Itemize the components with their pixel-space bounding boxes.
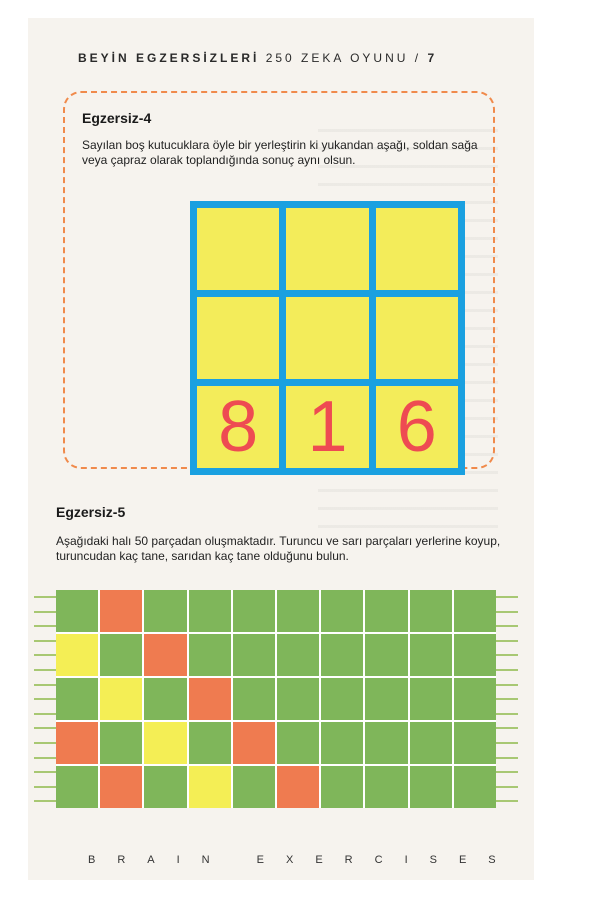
- carpet-tile-orange: [277, 766, 319, 808]
- fringe-thread: [34, 757, 56, 759]
- fringe-thread: [496, 771, 518, 773]
- fringe-thread: [496, 698, 518, 700]
- carpet-tile-green: [454, 590, 496, 632]
- carpet-tile-green: [277, 722, 319, 764]
- magic-cell: [286, 297, 368, 379]
- fringe-thread: [34, 800, 56, 802]
- carpet-tile-green: [233, 766, 275, 808]
- carpet-tile-green: [100, 634, 142, 676]
- magic-cell: 1: [286, 386, 368, 468]
- carpet-tile-yellow: [56, 634, 98, 676]
- carpet-tile-green: [144, 766, 186, 808]
- carpet-tile-green: [454, 766, 496, 808]
- fringe-thread: [496, 654, 518, 656]
- fringe-thread: [496, 800, 518, 802]
- carpet-tile-green: [321, 634, 363, 676]
- carpet-tile-green: [56, 766, 98, 808]
- carpet-tile-green: [321, 678, 363, 720]
- fringe-thread: [34, 654, 56, 656]
- fringe-thread: [34, 669, 56, 671]
- fringe-thread: [34, 611, 56, 613]
- carpet-tile-green: [410, 766, 452, 808]
- fringe-thread: [496, 625, 518, 627]
- carpet-tile-orange: [189, 678, 231, 720]
- fringe-thread: [496, 742, 518, 744]
- exercise5-title: Egzersiz-5: [56, 504, 126, 520]
- magic-cell: [376, 297, 458, 379]
- carpet-tile-green: [410, 678, 452, 720]
- carpet-tile-green: [233, 634, 275, 676]
- fringe-thread: [34, 640, 56, 642]
- carpet-tile-orange: [144, 634, 186, 676]
- carpet-tile-green: [410, 722, 452, 764]
- magic-cell: 8: [197, 386, 279, 468]
- carpet-tile-green: [277, 678, 319, 720]
- carpet-tile-green: [410, 634, 452, 676]
- carpet-tile-orange: [233, 722, 275, 764]
- carpet-tile-green: [56, 590, 98, 632]
- fringe-thread: [496, 713, 518, 715]
- fringe-thread: [34, 684, 56, 686]
- fringe-thread: [496, 684, 518, 686]
- exercise4-text: Sayılan boş kutucuklara öyle bir yerleştirin ki yukandan aşağı, soldan sağa veya çapraz olarak toplandığında sonuç aynı olsun.: [82, 138, 478, 167]
- fringe-thread: [496, 669, 518, 671]
- carpet-tile-green: [321, 766, 363, 808]
- fringe-thread: [496, 640, 518, 642]
- fringe-thread: [34, 771, 56, 773]
- carpet-tile-yellow: [100, 678, 142, 720]
- carpet-fringe-left: [34, 592, 56, 806]
- fringe-thread: [34, 742, 56, 744]
- carpet-tile-green: [277, 590, 319, 632]
- fringe-thread: [496, 596, 518, 598]
- carpet-tile-green: [189, 722, 231, 764]
- carpet-tile-green: [454, 634, 496, 676]
- carpet-tile-green: [321, 722, 363, 764]
- magic-cell: 6: [376, 386, 458, 468]
- carpet-tile-green: [100, 722, 142, 764]
- fringe-thread: [34, 596, 56, 598]
- page-header: [78, 51, 437, 65]
- magic-cell: [376, 208, 458, 290]
- fringe-thread: [496, 757, 518, 759]
- fringe-thread: [496, 611, 518, 613]
- carpet-tile-green: [365, 590, 407, 632]
- page-footer: BRAIN EXERCISES: [88, 854, 518, 866]
- magic-cell: [197, 297, 279, 379]
- carpet-tile-green: [189, 590, 231, 632]
- magic-square-grid: [190, 201, 465, 475]
- carpet-tile-green: [365, 678, 407, 720]
- carpet-tile-green: [365, 766, 407, 808]
- carpet-tile-green: [365, 634, 407, 676]
- carpet-tile-green: [144, 678, 186, 720]
- fringe-thread: [496, 786, 518, 788]
- carpet-tile-green: [233, 590, 275, 632]
- header-separator: /: [414, 51, 422, 65]
- carpet-grid: [56, 590, 496, 808]
- carpet-tile-yellow: [189, 766, 231, 808]
- fringe-thread: [34, 625, 56, 627]
- fringe-thread: [34, 727, 56, 729]
- carpet-tile-green: [321, 590, 363, 632]
- carpet-tile-green: [233, 678, 275, 720]
- carpet-tile-green: [144, 590, 186, 632]
- carpet-fringe-right: [496, 592, 518, 806]
- carpet-tile-green: [189, 634, 231, 676]
- magic-cell: [286, 208, 368, 290]
- carpet-tile-green: [365, 722, 407, 764]
- carpet-tile-orange: [100, 766, 142, 808]
- carpet-tile-green: [56, 678, 98, 720]
- carpet-tile-green: [454, 678, 496, 720]
- page-number: 7: [427, 51, 438, 65]
- carpet-tile-orange: [100, 590, 142, 632]
- carpet-tile-green: [454, 722, 496, 764]
- exercise4-title: Egzersiz-4: [82, 110, 152, 126]
- carpet-tile-orange: [56, 722, 98, 764]
- exercise5-text: Aşağıdaki halı 50 parçadan oluşmaktadır. Turuncu ve sarı parçaları yerlerine koyup, turuncudan kaç tane, sarıdan kaç tane olduğunu bulun.: [56, 534, 501, 563]
- fringe-thread: [34, 786, 56, 788]
- fringe-thread: [496, 727, 518, 729]
- carpet-tile-yellow: [144, 722, 186, 764]
- fringe-thread: [34, 698, 56, 700]
- carpet-tile-green: [277, 634, 319, 676]
- carpet-tile-green: [410, 590, 452, 632]
- fringe-thread: [34, 713, 56, 715]
- magic-cell: [197, 208, 279, 290]
- header-book-title: 250 ZEKA OYUNU: [265, 51, 409, 65]
- header-series-title: BEYİN EGZERSİZLERİ: [78, 51, 260, 65]
